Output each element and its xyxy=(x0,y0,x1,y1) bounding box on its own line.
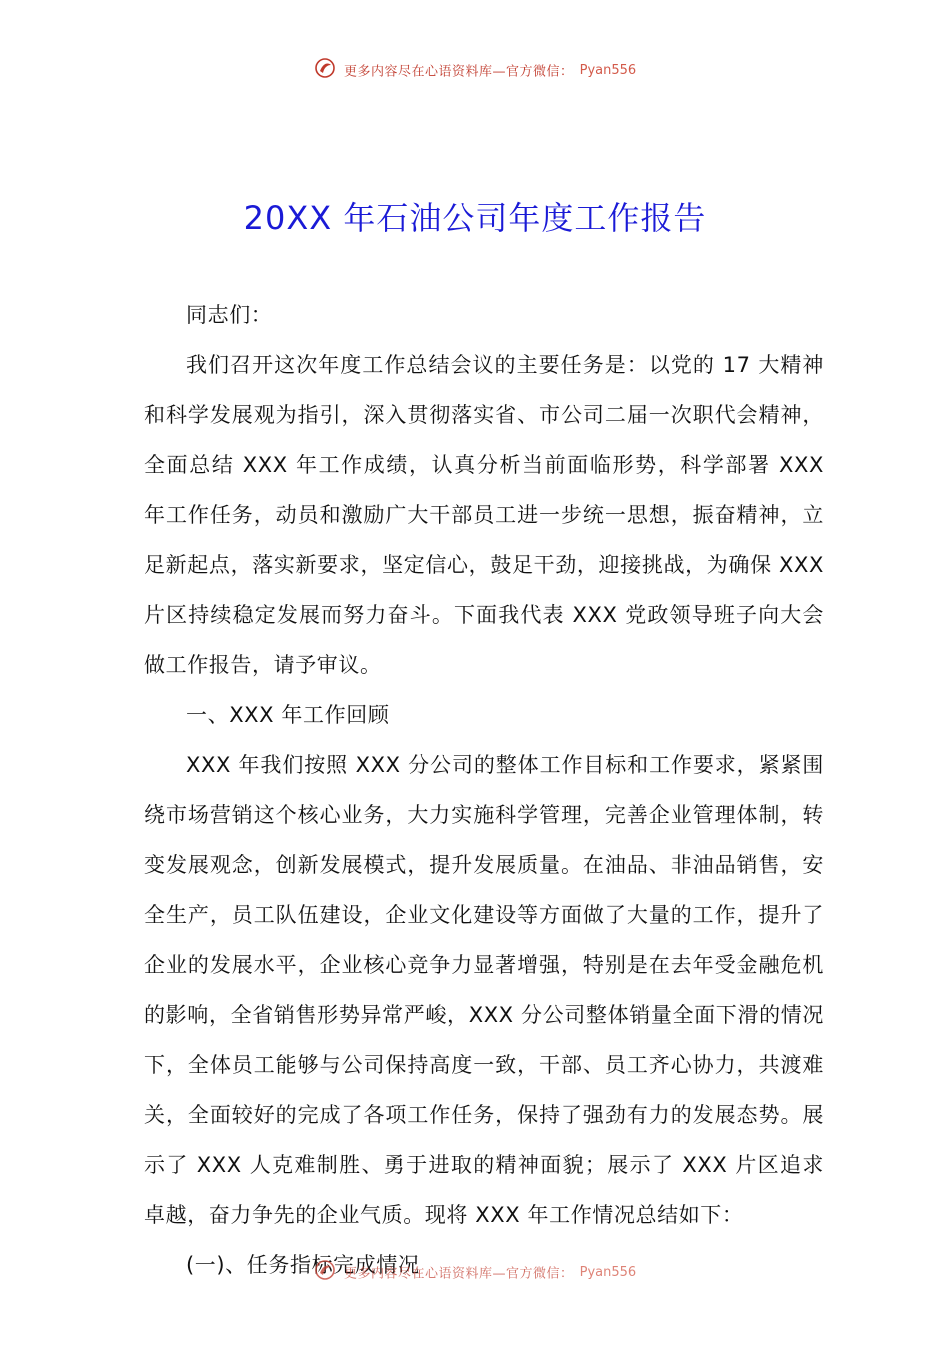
document-title: 20XX 年石油公司年度工作报告 xyxy=(243,199,707,237)
watermark-contact: Pyan556 xyxy=(579,62,637,78)
watermark-header xyxy=(0,57,950,83)
section-heading: 一、XXX 年工作回顾 xyxy=(186,703,390,727)
brand-logo-icon xyxy=(314,57,336,83)
watermark-footer xyxy=(0,1259,950,1285)
greeting: 同志们： xyxy=(186,303,273,327)
paragraph-intro: 我们召开这次年度工作总结会议的主要任务是：以党的 17 大精神和科学发展观为指引，深入贯彻落实省、市公司二届一次职代会精神，全面总结 XXX 年工作成绩，认真分析当前面临形势，科学部署 XXX 年工作任务，动员和激励广大干部员工进一步统一思想，振奋精神，立足新起点，落实新要求，坚定信心，鼓足干劲，迎接挑战，为确保 XXX 片区持续稳定发展而努力奋斗。下面我代表 XXX 党政领导班子向大会做工作报告，请予审议。 xyxy=(144,353,824,677)
brand-logo-icon xyxy=(314,1259,336,1285)
subsection-heading: (一)、任务指标完成情况 xyxy=(186,1253,420,1277)
document-body xyxy=(144,290,824,1290)
paragraph-review: XXX 年我们按照 XXX 分公司的整体工作目标和工作要求，紧紧围绕市场营销这个核心业务，大力实施科学管理，完善企业管理体制，转变发展观念，创新发展模式，提升发展质量。在油品、非油品销售，安全生产，员工队伍建设，企业文化建设等方面做了大量的工作，提升了企业的发展水平，企业核心竞争力显著增强，特别是在去年受金融危机的影响，全省销售形势异常严峻，XXX 分公司整体销量全面下滑的情况下，全体员工能够与公司保持高度一致，干部、员工齐心协力，共渡难关，全面较好的完成了各项工作任务，保持了强劲有力的发展态势。展示了 XXX 人克难制胜、勇于进取的精神面貌；展示了 XXX 片区追求卓越，奋力争先的企业气质。现将 XXX 年工作情况总结如下： xyxy=(144,753,824,1227)
watermark-text: 更多内容尽在心语资料库—官方微信： xyxy=(343,1266,574,1282)
watermark-text: 更多内容尽在心语资料库—官方微信： xyxy=(343,64,574,80)
watermark-contact: Pyan556 xyxy=(579,1264,637,1280)
